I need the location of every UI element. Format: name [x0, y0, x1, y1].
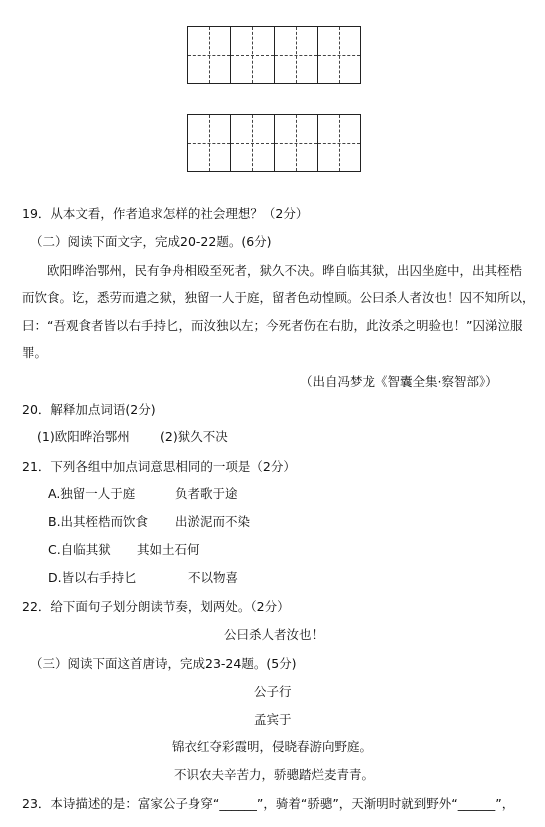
grid-cell [188, 115, 230, 171]
grid-cell [317, 27, 360, 83]
grid-cell [230, 115, 273, 171]
passage-line: 罪。 [22, 345, 48, 360]
question-20-item: (1)欧阳晔治鄂州 [37, 429, 130, 444]
grid-cell [274, 115, 317, 171]
option-c-left: C.自临其狱 [48, 542, 111, 557]
answer-grid-bottom [187, 114, 361, 172]
option-b-right: 出淤泥而不染 [175, 514, 251, 529]
option-d-right: 不以物喜 [188, 570, 239, 585]
question-20-item: (2)狱久不决 [160, 429, 228, 444]
grid-cell [188, 27, 230, 83]
passage-line: 欧阳晔治鄂州，民有争舟相殴至死者，狱久不决。晔自临其狱，出囚坐庭中，出其桎梏 [47, 263, 523, 278]
grid-cell [317, 115, 360, 171]
poem-line: 不识农夫辛苦力，骄骢踏烂麦青青。 [174, 767, 375, 782]
option-a-left: A.独留一人于庭 [48, 486, 136, 501]
option-b-left: B.出其桎梏而饮食 [48, 514, 149, 529]
question-20: 20．解释加点词语(2分) [22, 402, 156, 417]
question-21: 21．下列各组中加点词意思相同的一项是（2分） [22, 459, 296, 474]
passage-line: 曰：“吾观食者皆以右手持匕，而汝独以左；今死者伤在右肋，此汝杀之明验也！”囚涕泣服 [22, 318, 523, 333]
option-a-right: 负者歌于途 [175, 486, 238, 501]
question-22: 22．给下面句子划分朗读节奏，划两处。（2分） [22, 599, 290, 614]
question-22-sentence: 公曰杀人者汝也！ [224, 627, 325, 642]
grid-cell [274, 27, 317, 83]
poem-author: 孟宾于 [254, 712, 292, 727]
question-19: 19．从本文看，作者追求怎样的社会理想？（2分） [22, 206, 309, 221]
option-d-left: D.皆以右手持匕 [48, 570, 137, 585]
option-c-right: 其如土石何 [137, 542, 200, 557]
poem-title: 公子行 [254, 684, 292, 699]
section-3-heading: （三）阅读下面这首唐诗，完成23-24题。(5分) [30, 656, 297, 671]
question-23: 23．本诗描述的是：富家公子身穿“______”，骑着“骄骢”，天渐明时就到野外“______”， [22, 796, 515, 811]
passage-source: （出自冯梦龙《智囊全集·察智部》） [300, 374, 498, 389]
poem-line: 锦衣红夺彩霞明，侵晓春游向野庭。 [172, 739, 373, 754]
answer-grid-top [187, 26, 361, 84]
grid-cell [230, 27, 273, 83]
passage-line: 而饮食。讫，悉劳而遣之狱，独留一人于庭，留者色动惶顾。公曰杀人者汝也！囚不知所以， [22, 290, 535, 305]
section-2-heading: （二）阅读下面文字，完成20-22题。(6分) [30, 234, 272, 249]
